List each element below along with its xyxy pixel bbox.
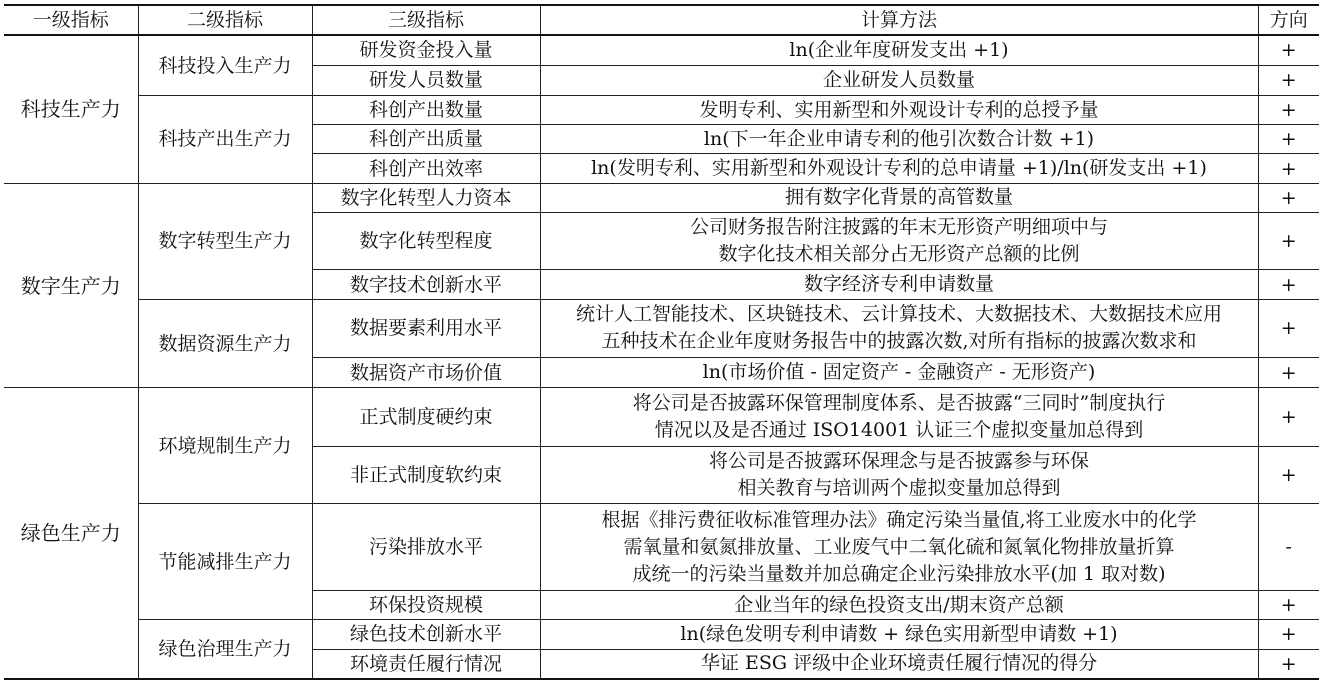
direction-cell: + — [1258, 183, 1319, 212]
level3-cell: 数据要素利用水平 — [312, 299, 540, 357]
method-cell: 拥有数字化背景的高管数量 — [540, 183, 1258, 212]
indicator-table — [4, 4, 1319, 680]
method-cell: ln(发明专利、实用新型和外观设计专利的总申请量 +1)/ln(研发支出 +1) — [540, 154, 1258, 183]
method-cell: 公司财务报告附注披露的年末无形资产明细项中与 数字化技术相关部分占无形资产总额的比例 — [540, 212, 1258, 269]
level3-cell: 正式制度硬约束 — [312, 388, 540, 446]
direction-cell: + — [1258, 649, 1319, 679]
method-cell: 发明专利、实用新型和外观设计专利的总授予量 — [540, 96, 1258, 125]
level2-cell: 绿色治理生产力 — [138, 620, 312, 679]
direction-cell: + — [1258, 35, 1319, 65]
level2-cell: 科技投入生产力 — [138, 35, 312, 96]
direction-cell: - — [1258, 504, 1319, 591]
header-level2: 二级指标 — [138, 5, 312, 35]
direction-cell: + — [1258, 212, 1319, 269]
direction-cell: + — [1258, 358, 1319, 388]
level3-cell: 环保投资规模 — [312, 591, 540, 620]
direction-cell: + — [1258, 446, 1319, 503]
header-level1: 一级指标 — [4, 5, 138, 35]
method-cell: ln(绿色发明专利申请数 + 绿色实用新型申请数 +1) — [540, 620, 1258, 649]
table-row — [4, 388, 1319, 446]
method-cell: 统计人工智能技术、区块链技术、云计算技术、大数据技术、大数据技术应用 五种技术在企业年度财务报告中的披露次数,对所有指标的披露次数求和 — [540, 299, 1258, 357]
level3-cell: 非正式制度软约束 — [312, 446, 540, 503]
level3-cell: 科创产出数量 — [312, 96, 540, 125]
level2-cell: 数据资源生产力 — [138, 299, 312, 388]
method-cell: ln(市场价值 - 固定资产 - 金融资产 - 无形资产) — [540, 358, 1258, 388]
method-cell: 企业当年的绿色投资支出/期末资产总额 — [540, 591, 1258, 620]
method-cell: 将公司是否披露环保理念与是否披露参与环保 相关教育与培训两个虚拟变量加总得到 — [540, 446, 1258, 503]
method-cell: 将公司是否披露环保管理制度体系、是否披露“三同时”制度执行 情况以及是否通过 ISO14001 认证三个虚拟变量加总得到 — [540, 388, 1258, 446]
direction-cell: + — [1258, 270, 1319, 299]
level3-cell: 污染排放水平 — [312, 504, 540, 591]
header-row — [4, 5, 1319, 35]
level1-cell: 科技生产力 — [4, 35, 138, 183]
method-cell: 数字经济专利申请数量 — [540, 270, 1258, 299]
table-row — [4, 96, 1319, 125]
table-row — [4, 183, 1319, 212]
level3-cell: 数字化转型人力资本 — [312, 183, 540, 212]
direction-cell: + — [1258, 591, 1319, 620]
level1-cell: 数字生产力 — [4, 183, 138, 388]
level3-cell: 绿色技术创新水平 — [312, 620, 540, 649]
level2-cell: 节能减排生产力 — [138, 504, 312, 620]
direction-cell: + — [1258, 65, 1319, 95]
direction-cell: + — [1258, 388, 1319, 446]
direction-cell: + — [1258, 299, 1319, 357]
table-row — [4, 504, 1319, 591]
table-row — [4, 299, 1319, 357]
level3-cell: 数字技术创新水平 — [312, 270, 540, 299]
level3-cell: 数据资产市场价值 — [312, 358, 540, 388]
method-cell: ln(下一年企业申请专利的他引次数合计数 +1) — [540, 125, 1258, 154]
header-level3: 三级指标 — [312, 5, 540, 35]
table-row — [4, 35, 1319, 65]
level3-cell: 科创产出质量 — [312, 125, 540, 154]
level3-cell: 数字化转型程度 — [312, 212, 540, 269]
level3-cell: 研发资金投入量 — [312, 35, 540, 65]
level3-cell: 科创产出效率 — [312, 154, 540, 183]
level2-cell: 数字转型生产力 — [138, 183, 312, 299]
method-cell: 根据《排污费征收标准管理办法》确定污染当量值,将工业废水中的化学 需氧量和氨氮排放量、工业废气中二氧化硫和氮氧化物排放量折算 成统一的污染当量数并加总确定企业污染排放水平(加 1 取对数) — [540, 504, 1258, 591]
level3-cell: 研发人员数量 — [312, 65, 540, 95]
direction-cell: + — [1258, 96, 1319, 125]
direction-cell: + — [1258, 154, 1319, 183]
method-cell: 企业研发人员数量 — [540, 65, 1258, 95]
method-cell: ln(企业年度研发支出 +1) — [540, 35, 1258, 65]
table-row — [4, 620, 1319, 649]
direction-cell: + — [1258, 620, 1319, 649]
method-cell: 华证 ESG 评级中企业环境责任履行情况的得分 — [540, 649, 1258, 679]
level3-cell: 环境责任履行情况 — [312, 649, 540, 679]
header-method: 计算方法 — [540, 5, 1258, 35]
header-direction: 方向 — [1258, 5, 1319, 35]
level1-cell: 绿色生产力 — [4, 388, 138, 679]
level2-cell: 环境规制生产力 — [138, 388, 312, 504]
direction-cell: + — [1258, 125, 1319, 154]
level2-cell: 科技产出生产力 — [138, 96, 312, 184]
